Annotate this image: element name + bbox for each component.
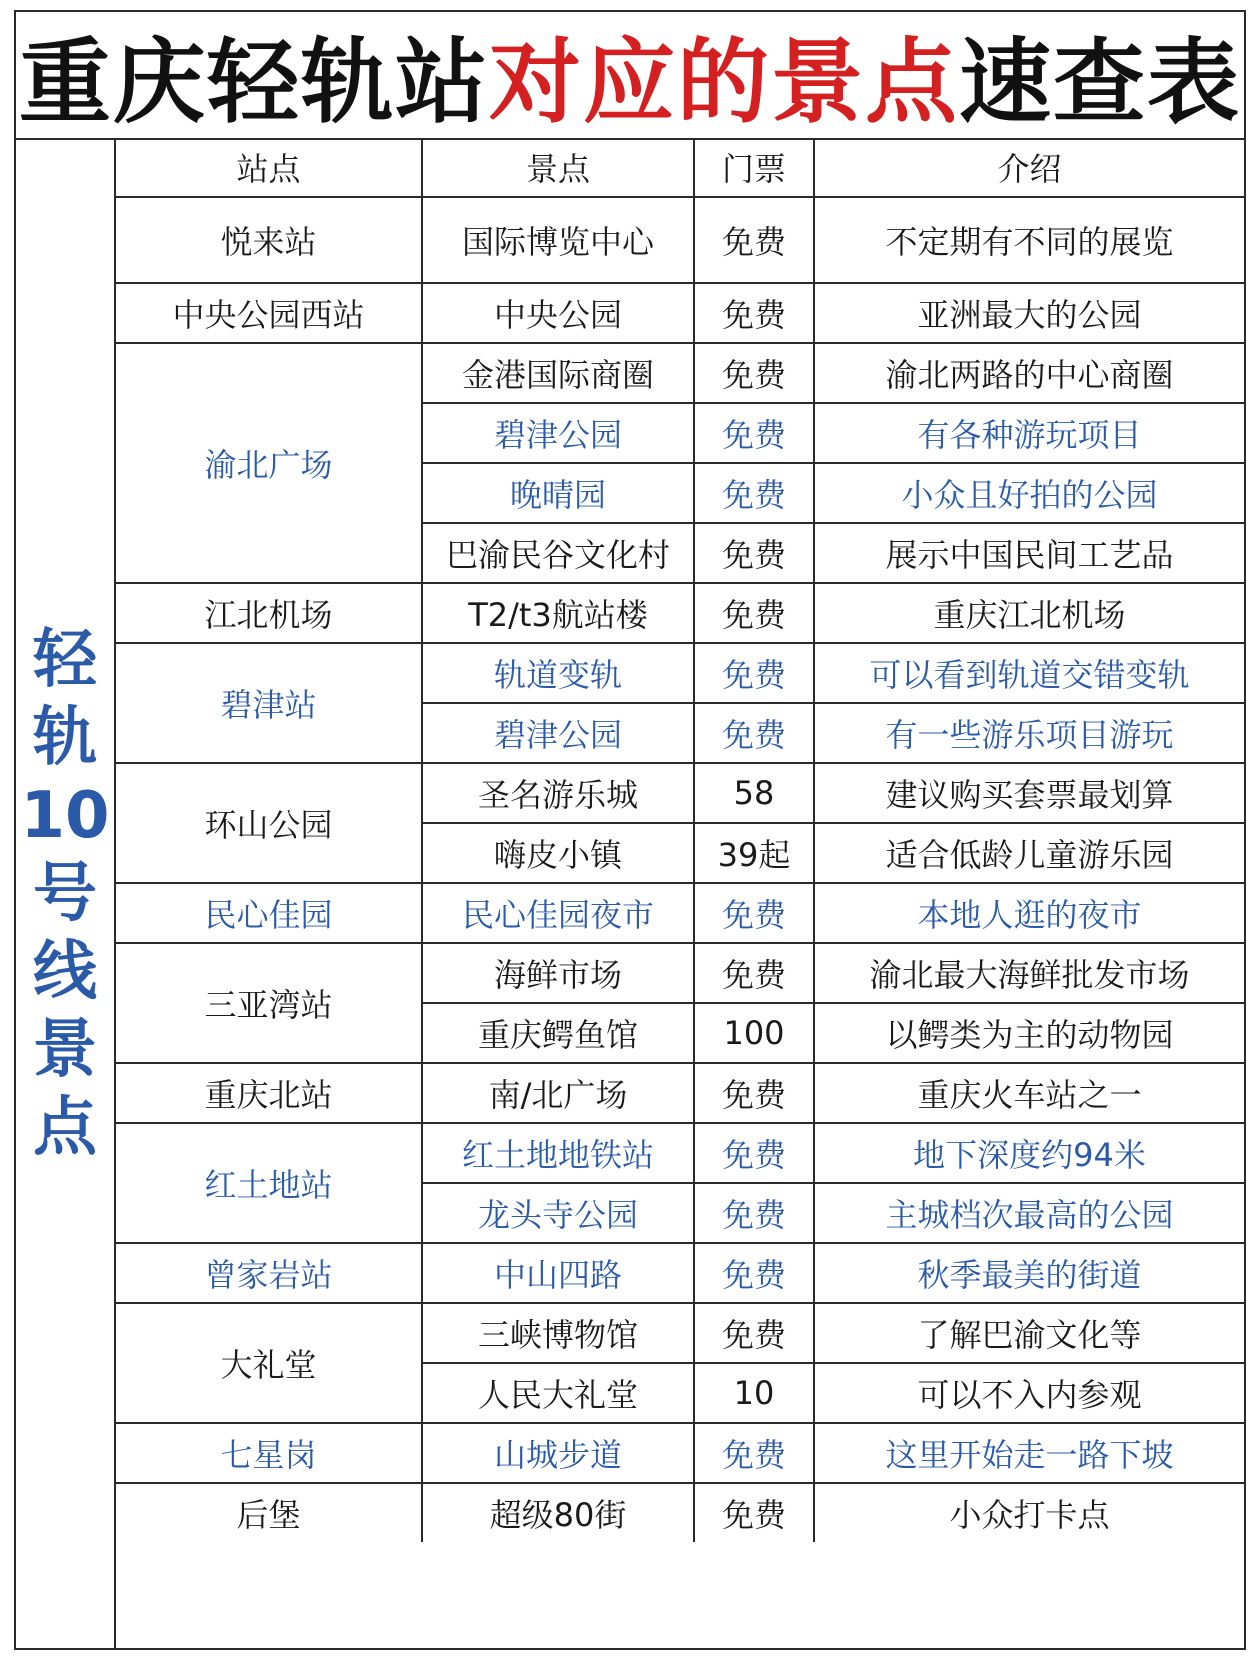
title-part-1: 重庆轻轨站 <box>18 29 489 136</box>
ticket-cell: 58 <box>694 763 814 823</box>
spot-cell: T2/t3航站楼 <box>422 583 694 643</box>
ticket-cell: 免费 <box>694 463 814 523</box>
spot-cell: 巴渝民谷文化村 <box>422 523 694 583</box>
spot-cell: 红土地地铁站 <box>422 1123 694 1183</box>
intro-cell: 建议购买套票最划算 <box>814 763 1244 823</box>
station-cell: 悦来站 <box>116 197 422 283</box>
spot-cell: 国际博览中心 <box>422 197 694 283</box>
station-cell: 碧津站 <box>116 643 422 763</box>
ticket-cell: 免费 <box>694 1243 814 1303</box>
table-body <box>116 197 1244 1542</box>
spot-cell: 碧津公园 <box>422 403 694 463</box>
spot-cell: 南/北广场 <box>422 1063 694 1123</box>
intro-cell: 小众打卡点 <box>814 1483 1244 1542</box>
intro-cell: 以鳄类为主的动物园 <box>814 1003 1244 1063</box>
ticket-cell: 免费 <box>694 1183 814 1243</box>
table-row <box>116 283 1244 343</box>
line-label-char: 号 <box>33 857 97 931</box>
table-row <box>116 1123 1244 1183</box>
station-cell: 中央公园西站 <box>116 283 422 343</box>
table-row <box>116 943 1244 1003</box>
station-cell: 重庆北站 <box>116 1063 422 1123</box>
intro-cell: 亚洲最大的公园 <box>814 283 1244 343</box>
intro-cell: 不定期有不同的展览 <box>814 197 1244 283</box>
line-label-char: 点 <box>33 1091 97 1165</box>
ticket-cell: 免费 <box>694 197 814 283</box>
ticket-cell: 免费 <box>694 703 814 763</box>
intro-cell: 这里开始走一路下坡 <box>814 1423 1244 1483</box>
spot-cell: 金港国际商圈 <box>422 343 694 403</box>
intro-cell: 渝北两路的中心商圈 <box>814 343 1244 403</box>
station-cell: 七星岗 <box>116 1423 422 1483</box>
table-row <box>116 583 1244 643</box>
ticket-cell: 100 <box>694 1003 814 1063</box>
intro-cell: 展示中国民间工艺品 <box>814 523 1244 583</box>
intro-cell: 主城档次最高的公园 <box>814 1183 1244 1243</box>
table-header-row <box>116 138 1244 197</box>
title-part-3: 速查表 <box>959 29 1242 136</box>
spots-table <box>116 138 1244 1542</box>
spot-cell: 嗨皮小镇 <box>422 823 694 883</box>
intro-cell: 有一些游乐项目游玩 <box>814 703 1244 763</box>
title-part-2: 对应的景点 <box>488 29 959 136</box>
station-cell: 大礼堂 <box>116 1303 422 1423</box>
table-row <box>116 1243 1244 1303</box>
line-label-char: 景 <box>33 1013 97 1087</box>
spot-cell: 人民大礼堂 <box>422 1363 694 1423</box>
spot-cell: 圣名游乐城 <box>422 763 694 823</box>
intro-cell: 地下深度约94米 <box>814 1123 1244 1183</box>
spot-cell: 民心佳园夜市 <box>422 883 694 943</box>
spot-cell: 轨道变轨 <box>422 643 694 703</box>
spot-cell: 晚晴园 <box>422 463 694 523</box>
ticket-cell: 免费 <box>694 1483 814 1542</box>
intro-cell: 可以不入内参观 <box>814 1363 1244 1423</box>
spot-cell: 中央公园 <box>422 283 694 343</box>
ticket-cell: 免费 <box>694 343 814 403</box>
station-cell: 渝北广场 <box>116 343 422 583</box>
intro-cell: 有各种游玩项目 <box>814 403 1244 463</box>
spot-cell: 海鲜市场 <box>422 943 694 1003</box>
station-cell: 红土地站 <box>116 1123 422 1243</box>
station-cell: 后堡 <box>116 1483 422 1542</box>
ticket-cell: 免费 <box>694 1123 814 1183</box>
column-header-ticket: 门票 <box>694 138 814 197</box>
spot-cell: 重庆鳄鱼馆 <box>422 1003 694 1063</box>
line-label-char: 轨 <box>33 701 97 775</box>
ticket-cell: 10 <box>694 1363 814 1423</box>
ticket-cell: 免费 <box>694 1423 814 1483</box>
intro-cell: 可以看到轨道交错变轨 <box>814 643 1244 703</box>
ticket-cell: 免费 <box>694 1063 814 1123</box>
table-row <box>116 643 1244 703</box>
table-row <box>116 1423 1244 1483</box>
intro-cell: 小众且好拍的公园 <box>814 463 1244 523</box>
intro-cell: 本地人逛的夜市 <box>814 883 1244 943</box>
table-row <box>116 1483 1244 1542</box>
table-row <box>116 343 1244 403</box>
line-label-char: 10 <box>20 779 110 853</box>
ticket-cell: 免费 <box>694 1303 814 1363</box>
spot-cell: 龙头寺公园 <box>422 1183 694 1243</box>
line-label <box>16 138 116 1650</box>
intro-cell: 适合低龄儿童游乐园 <box>814 823 1244 883</box>
ticket-cell: 免费 <box>694 403 814 463</box>
ticket-cell: 免费 <box>694 643 814 703</box>
table-row <box>116 1303 1244 1363</box>
page-title <box>16 12 1244 140</box>
line-label-char: 线 <box>33 935 97 1009</box>
column-header-station: 站点 <box>116 138 422 197</box>
intro-cell: 了解巴渝文化等 <box>814 1303 1244 1363</box>
ticket-cell: 免费 <box>694 583 814 643</box>
intro-cell: 渝北最大海鲜批发市场 <box>814 943 1244 1003</box>
sheet-frame <box>14 10 1246 1650</box>
line-label-char: 轻 <box>33 623 97 697</box>
station-cell: 环山公园 <box>116 763 422 883</box>
ticket-cell: 免费 <box>694 943 814 1003</box>
intro-cell: 重庆江北机场 <box>814 583 1244 643</box>
table-row <box>116 763 1244 823</box>
table-row <box>116 197 1244 283</box>
intro-cell: 秋季最美的街道 <box>814 1243 1244 1303</box>
station-cell: 江北机场 <box>116 583 422 643</box>
spot-cell: 中山四路 <box>422 1243 694 1303</box>
column-header-intro: 介绍 <box>814 138 1244 197</box>
ticket-cell: 免费 <box>694 283 814 343</box>
intro-cell: 重庆火车站之一 <box>814 1063 1244 1123</box>
spot-cell: 三峡博物馆 <box>422 1303 694 1363</box>
station-cell: 曾家岩站 <box>116 1243 422 1303</box>
spot-cell: 碧津公园 <box>422 703 694 763</box>
spot-cell: 山城步道 <box>422 1423 694 1483</box>
table-row <box>116 1063 1244 1123</box>
station-cell: 三亚湾站 <box>116 943 422 1063</box>
ticket-cell: 39起 <box>694 823 814 883</box>
column-header-spot: 景点 <box>422 138 694 197</box>
spot-cell: 超级80街 <box>422 1483 694 1542</box>
ticket-cell: 免费 <box>694 883 814 943</box>
ticket-cell: 免费 <box>694 523 814 583</box>
station-cell: 民心佳园 <box>116 883 422 943</box>
table-row <box>116 883 1244 943</box>
